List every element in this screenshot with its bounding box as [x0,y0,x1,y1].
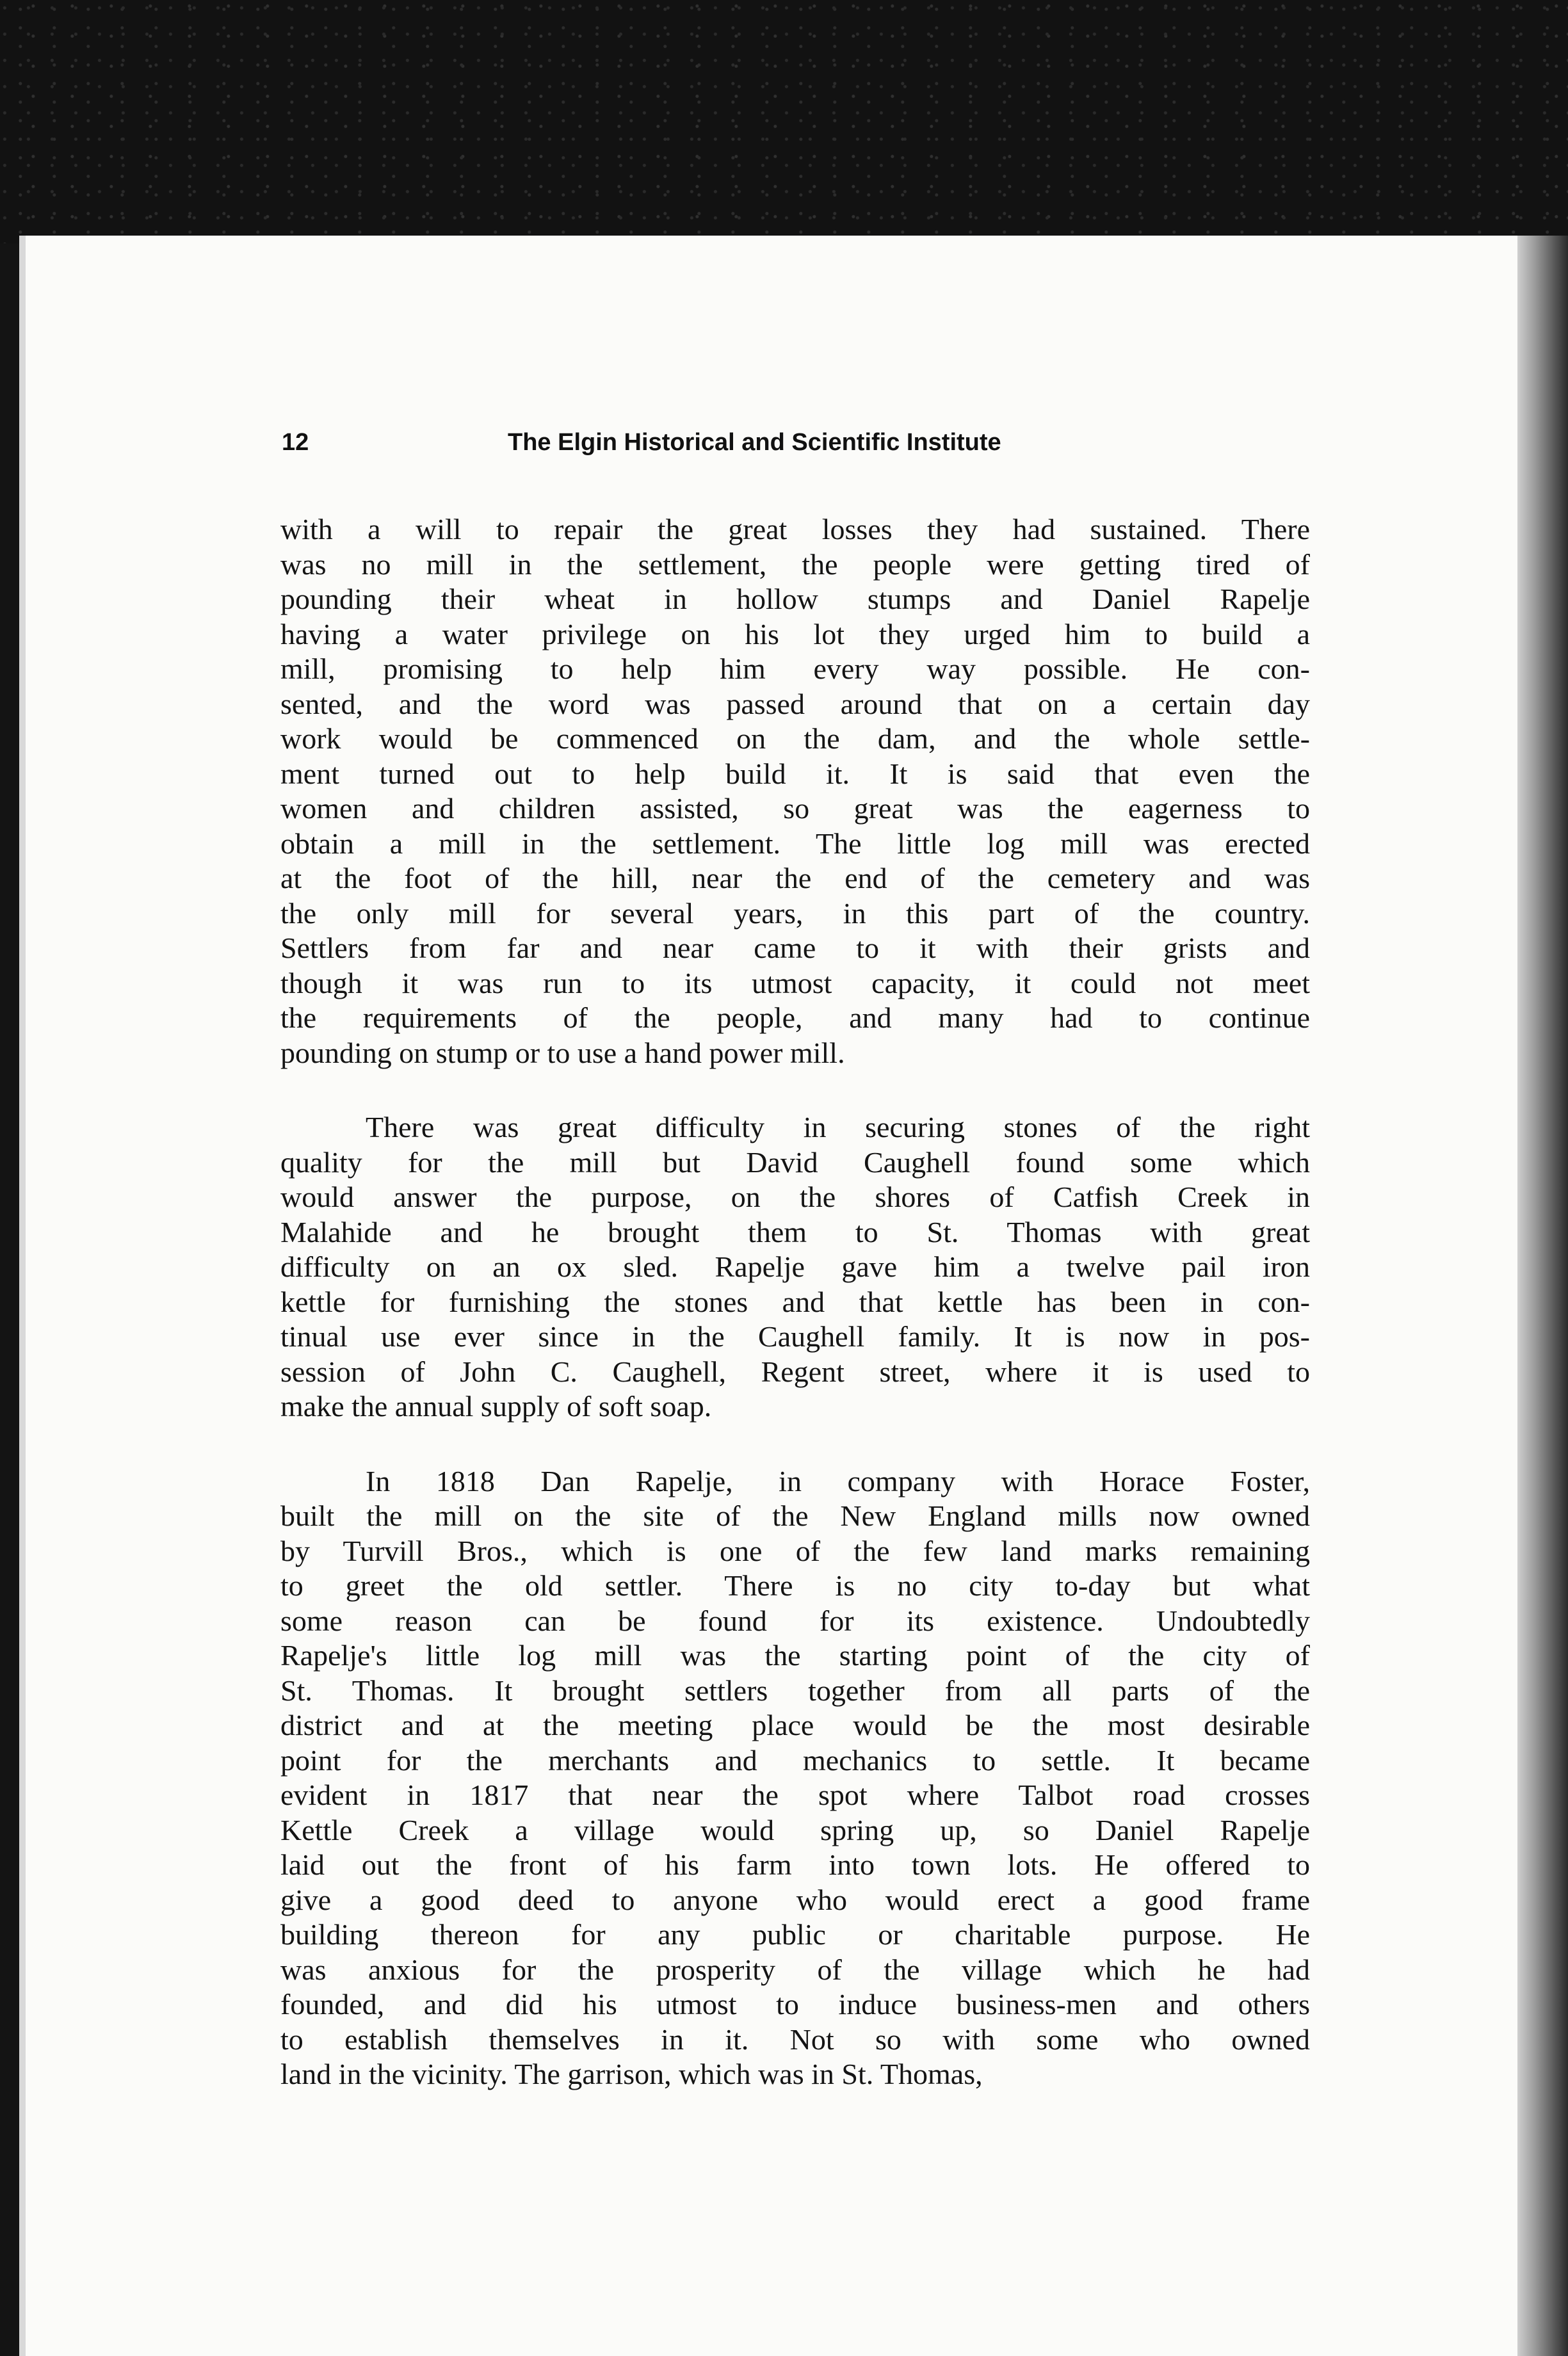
text-line: give a good deed to anyone who would erect a good frame [280,1883,1310,1916]
text-line: sented, and the word was passed around that on a certain day [280,687,1310,720]
text-line: point for the merchants and mechanics to settle. It became [280,1743,1310,1777]
text-line: make the annual supply of soft soap. [280,1390,712,1423]
text-line: some reason can be found for its existence. Undoubtedly [280,1604,1310,1637]
paragraph-gap [280,1070,1310,1110]
running-title: The Elgin Historical and Scientific Institute [508,429,1001,456]
text-line: laid out the front of his farm into town lots. He offered to [280,1848,1310,1881]
text-line: mill, promising to help him every way possible. He con- [280,652,1310,685]
text-line: would answer the purpose, on the shores of Catfish Creek in [280,1181,1310,1213]
text-line: Malahide and he brought them to St. Thomas with great [280,1215,1310,1248]
text-line: to greet the old settler. There is no city to-day but what [280,1569,1310,1602]
text-line: Rapelje's little log mill was the starting point of the city of [280,1639,1310,1672]
text-line: having a water privilege on his lot they urged him to build a [280,617,1310,650]
text-line: kettle for furnishing the stones and that kettle has been in con- [280,1285,1310,1318]
text-line: founded, and did his utmost to induce business-men and others [280,1988,1310,2021]
text-line: women and children assisted, so great was the eagerness to [280,792,1310,825]
text-line: built the mill on the site of the New England mills now owned [280,1499,1310,1532]
scan-background [0,0,1568,243]
text-line: tinual use ever since in the Caughell family. It is now in pos- [280,1320,1310,1353]
text-line: There was great difficulty in securing stones of the right [366,1111,1310,1143]
text-line: building thereon for any public or charitable purpose. He [280,1918,1310,1951]
text-line: though it was run to its utmost capacity, it could not meet [280,966,1310,999]
text-line: land in the vicinity. The garrison, which was in St. Thomas, [280,2058,983,2090]
text-line: session of John C. Caughell, Regent street, where it is used to [280,1355,1310,1388]
text-line: Settlers from far and near came to it with their grists and [280,932,1310,964]
text-line: St. Thomas. It brought settlers together from all parts of the [280,1674,1310,1707]
body-text [280,512,1310,2092]
page-header [282,429,1140,467]
text-line: the only mill for several years, in this part of the country. [280,896,1310,930]
paragraph-mill-stones [280,1110,1310,1424]
text-line: difficulty on an ox sled. Rapelje gave him a twelve pail iron [280,1250,1310,1283]
text-line: district and at the meeting place would be the most desirable [280,1709,1310,1741]
text-line: work would be commenced on the dam, and the whole settle- [280,722,1310,755]
text-line: with a will to repair the great losses they had sustained. There [280,513,1310,545]
text-line: pounding on stump or to use a hand power mill. [280,1036,845,1069]
text-line: to establish themselves in it. Not so with some who owned [280,2022,1310,2056]
text-line: pounding their wheat in hollow stumps and Daniel Rapelje [280,583,1310,615]
text-line: ment turned out to help build it. It is said that even the [280,757,1310,790]
text-line: quality for the mill but David Caughell found some which [280,1145,1310,1179]
text-line: the requirements of the people, and many had to continue [280,1001,1310,1034]
paragraph-mill-settlement [280,512,1310,1070]
paragraph-new-england-mills [280,1464,1310,2092]
page-number: 12 [282,429,309,456]
text-line: obtain a mill in the settlement. The little log mill was erected [280,827,1310,860]
paragraph-gap [280,1424,1310,1464]
text-line: was no mill in the settlement, the people were getting tired of [280,547,1310,581]
text-line: In 1818 Dan Rapelje, in company with Horace Foster, [366,1464,1310,1497]
text-line: at the foot of the hill, near the end of the cemetery and was [280,862,1310,894]
page-edge-shadow [1517,236,1568,2356]
text-line: by Turvill Bros., which is one of the few land marks remaining [280,1534,1310,1567]
text-line: evident in 1817 that near the spot where Talbot road crosses [280,1779,1310,1811]
text-line: Kettle Creek a village would spring up, so Daniel Rapelje [280,1813,1310,1846]
text-line: was anxious for the prosperity of the village which he had [280,1953,1310,1986]
